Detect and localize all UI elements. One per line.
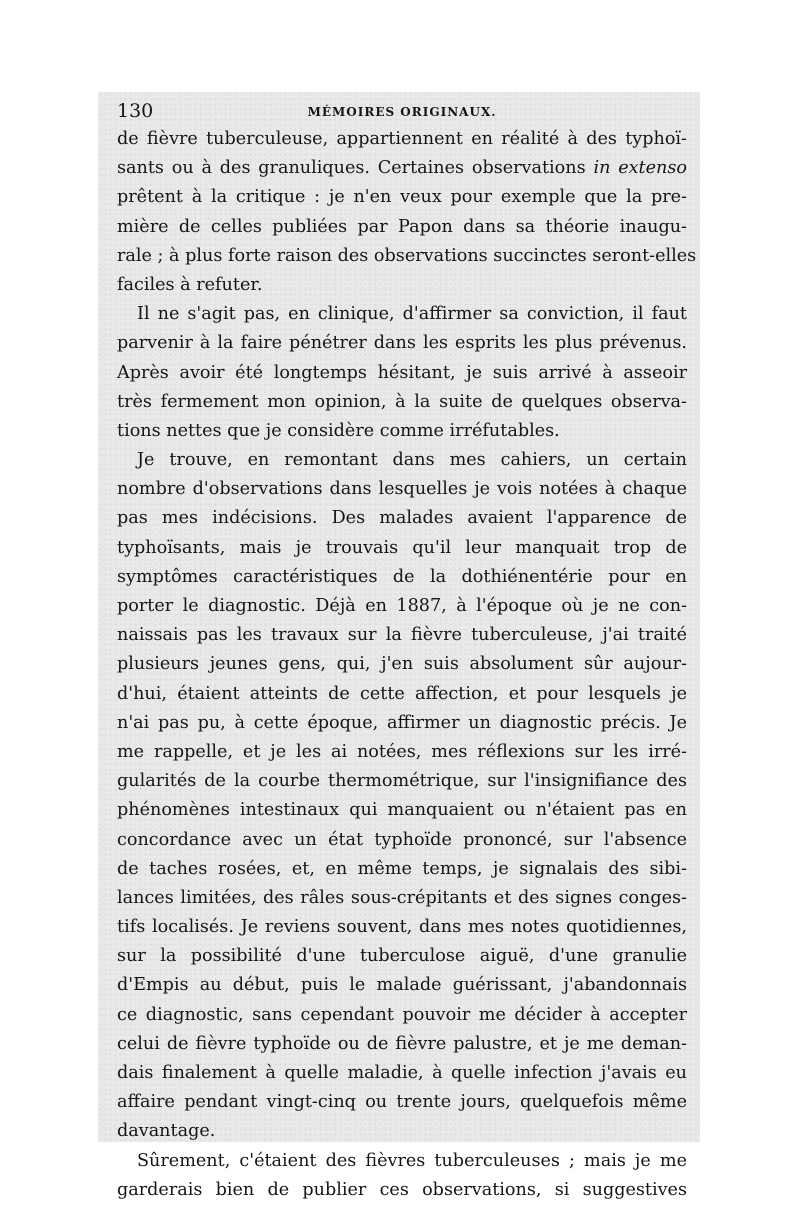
- paragraph: [117, 1147, 687, 1205]
- text-line: mière de celles publiées par Papon dans sa théorie inaugu-: [117, 216, 687, 237]
- paragraph: [117, 446, 687, 1147]
- page-number: 130: [117, 100, 154, 122]
- text-line: de fièvre tuberculeuse, appartiennent en réalité à des typhoï-: [117, 129, 687, 149]
- body-text: [117, 125, 697, 1205]
- page-header: [117, 98, 687, 125]
- paragraph: [117, 125, 697, 300]
- text-line: tions nettes que je considère comme irréfutables.: [117, 420, 560, 441]
- text-line: parvenir à la faire pénétrer dans les esprits les plus prévenus.: [117, 333, 687, 354]
- text-line: rale ; à plus forte raison des observations succinctes seront-elles: [117, 245, 697, 266]
- text-line: Sûrement, c'étaient des fièvres tuberculeuses ; mais je me: [137, 1150, 687, 1171]
- text-line: sants ou à des granuliques. Certaines observations in extenso: [117, 158, 687, 179]
- text-line: affaire pendant vingt-cinq ou trente jours, quelquefois même: [117, 1092, 687, 1113]
- text-line: concordance avec un état typhoïde prononcé, sur l'absence: [117, 829, 687, 850]
- text-line: plusieurs jeunes gens, qui, j'en suis absolument sûr aujour-: [117, 654, 687, 675]
- text-line: nombre d'observations dans lesquelles je vois notées à chaque: [117, 479, 687, 500]
- text-line: me rappelle, et je les ai notées, mes réflexions sur les irré-: [117, 741, 687, 762]
- text-line: typhoïsants, mais je trouvais qu'il leur manquait trop de: [117, 537, 687, 558]
- text-line: dais finalement à quelle maladie, à quelle infection j'avais eu: [117, 1063, 687, 1083]
- text-line: ce diagnostic, sans cependant pouvoir me décider à accepter: [117, 1004, 687, 1025]
- text-line: très fermement mon opinion, à la suite de quelques observa-: [117, 391, 687, 412]
- text-line: tifs localisés. Je reviens souvent, dans mes notes quotidiennes,: [117, 917, 687, 938]
- text-line: d'Empis au début, puis le malade guérissant, j'abandonnais: [117, 975, 687, 996]
- text-line: d'hui, étaient atteints de cette affection, et pour lesquels je: [117, 683, 687, 704]
- text-line: davantage.: [117, 1121, 216, 1142]
- text-line: gularités de la courbe thermométrique, sur l'insignifiance des: [117, 771, 687, 792]
- text-line: symptômes caractéristiques de la dothiénentérie pour en: [117, 566, 687, 587]
- text-line: garderais bien de publier ces observations, si suggestives: [117, 1179, 687, 1200]
- text-line: lances limitées, des râles sous-crépitants et des signes conges-: [117, 887, 687, 908]
- text-line: prêtent à la critique : je n'en veux pour exemple que la pre-: [117, 187, 687, 208]
- text-line: celui de fièvre typhoïde ou de fièvre palustre, et je me deman-: [117, 1033, 687, 1054]
- text-line: n'ai pas pu, à cette époque, affirmer un diagnostic précis. Je: [117, 712, 687, 733]
- text-line: de taches rosées, et, en même temps, je signalais des sibi-: [117, 858, 687, 879]
- text-line: naissais pas les travaux sur la fièvre tuberculeuse, j'ai traité: [117, 625, 687, 646]
- paragraph: [117, 300, 687, 446]
- running-head: MÉMOIRES ORIGINAUX.: [307, 105, 497, 119]
- text-line: Je trouve, en remontant dans mes cahiers, un certain: [137, 450, 687, 471]
- text-line: sur la possibilité d'une tuberculose aiguë, d'une granulie: [117, 946, 687, 967]
- text-line: Après avoir été longtemps hésitant, je suis arrivé à asseoir: [117, 362, 687, 383]
- text-line: porter le diagnostic. Déjà en 1887, à l'époque où je ne con-: [117, 596, 687, 616]
- text-line: Il ne s'agit pas, en clinique, d'affirmer sa conviction, il faut: [137, 304, 687, 325]
- book-page: [117, 98, 697, 1205]
- text-line: phénomènes intestinaux qui manquaient ou n'étaient pas en: [117, 800, 687, 821]
- text-line: pas mes indécisions. Des malades avaient l'apparence de: [117, 508, 687, 529]
- text-line: faciles à refuter.: [117, 274, 263, 295]
